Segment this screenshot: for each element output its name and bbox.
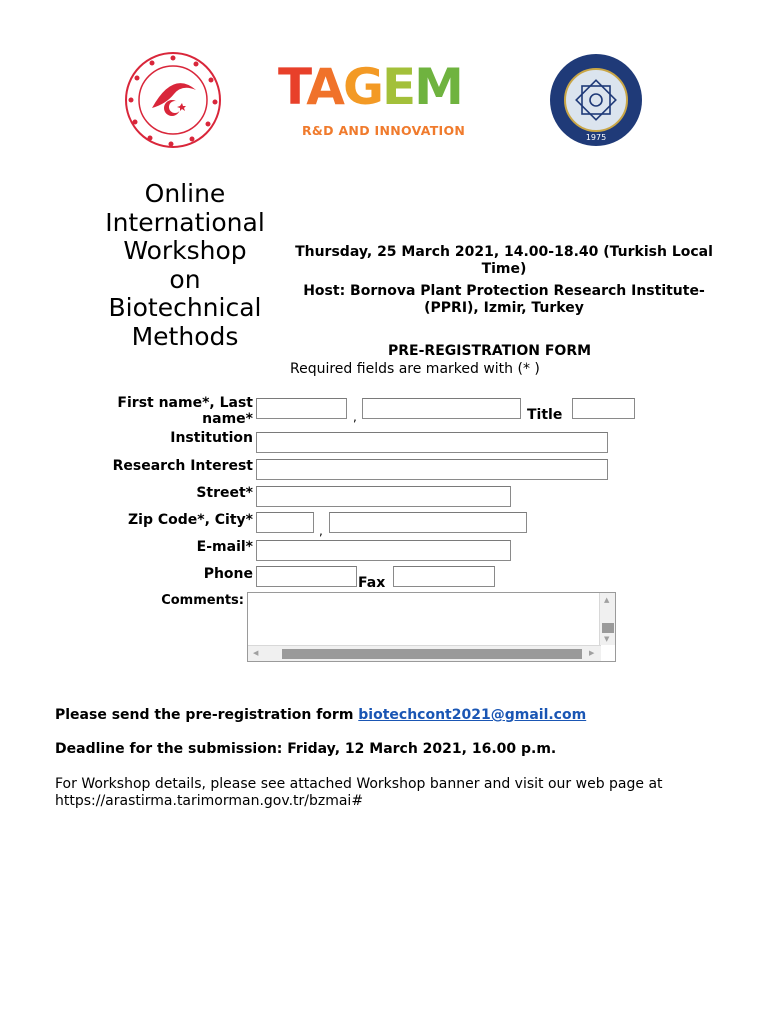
research-interest-input[interactable]: [256, 459, 608, 480]
scroll-up-icon[interactable]: ▲: [604, 596, 610, 604]
title-input[interactable]: [572, 398, 635, 419]
email-input[interactable]: [256, 540, 511, 561]
send-instruction: [55, 707, 586, 723]
form-title: PRE-REGISTRATION FORM: [388, 343, 592, 359]
last-name-input[interactable]: [362, 398, 521, 419]
tagem-wordmark: TAGEM: [278, 58, 462, 116]
required-note: Required fields are marked with (* ): [290, 361, 540, 377]
scroll-right-icon[interactable]: ▶: [589, 649, 595, 657]
horizontal-scroll-thumb[interactable]: [282, 649, 582, 659]
event-date: Thursday, 25 March 2021, 14.00-18.40 (Turkish Local Time): [295, 244, 713, 277]
phone-label: Phone: [203, 566, 253, 582]
event-host: Host: Bornova Plant Protection Research Institute-(PPRI), Izmir, Turkey: [303, 283, 705, 316]
university-seal-icon: [546, 52, 646, 148]
zip-city-label: Zip Code*, City*: [128, 512, 253, 528]
name-label: First name*, Last name*: [117, 395, 253, 427]
comments-label: Comments:: [161, 593, 244, 608]
vertical-scrollbar[interactable]: [599, 593, 615, 645]
horizontal-scrollbar[interactable]: [248, 645, 601, 661]
zip-separator: ,: [319, 524, 323, 538]
institution-input[interactable]: [256, 432, 608, 453]
first-name-input[interactable]: [256, 398, 347, 419]
details-text: For Workshop details, please see attached Workshop banner and visit our web page at https://arastirma.tarimorman.gov.tr/bzmai#: [55, 776, 663, 809]
ministry-seal-icon: [122, 50, 224, 150]
send-text: Please send the pre-registration form: [55, 707, 359, 723]
fax-label: Fax: [358, 575, 386, 591]
contact-email-link[interactable]: biotechcont2021@gmail.com: [358, 707, 587, 723]
street-label: Street*: [196, 485, 253, 501]
zip-input[interactable]: [256, 512, 314, 533]
scroll-down-icon[interactable]: ▼: [604, 635, 610, 643]
research-interest-label: Research Interest: [112, 458, 253, 474]
city-input[interactable]: [329, 512, 527, 533]
title-label: Title: [527, 407, 563, 423]
name-separator: ,: [353, 410, 357, 424]
comments-textarea[interactable]: [247, 592, 616, 662]
deadline-text: Deadline for the submission: Friday, 12 March 2021, 16.00 p.m.: [55, 741, 557, 757]
email-label: E-mail*: [196, 539, 253, 555]
institution-label: Institution: [170, 430, 253, 446]
vertical-scroll-thumb[interactable]: [602, 623, 614, 633]
workshop-title: Online International Workshop on Biotechnical Methods: [105, 179, 265, 351]
tagem-subtitle: R&D AND INNOVATION: [302, 123, 466, 138]
seal-year: 1975: [585, 133, 607, 142]
scroll-left-icon[interactable]: ◀: [253, 649, 259, 657]
street-input[interactable]: [256, 486, 511, 507]
fax-input[interactable]: [393, 566, 495, 587]
tagem-logo: [278, 60, 488, 144]
phone-input[interactable]: [256, 566, 357, 587]
